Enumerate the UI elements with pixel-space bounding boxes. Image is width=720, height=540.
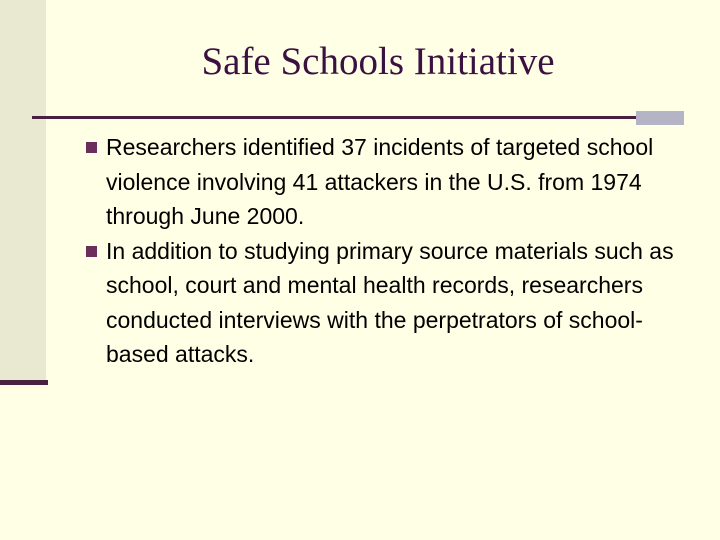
title-divider-line	[32, 116, 636, 119]
bullet-item	[86, 234, 696, 372]
bullet-item	[86, 130, 696, 234]
square-bullet-icon	[86, 246, 97, 257]
left-decorative-band	[0, 0, 46, 382]
bullet-text: In addition to studying primary source materials such as school, court and mental health records, researchers conducted interviews with the perpetrators of school-based attacks.	[106, 237, 674, 367]
slide-title: Safe Schools Initiative	[201, 40, 555, 83]
title-divider-accent	[636, 111, 684, 125]
left-accent-bar	[0, 380, 48, 385]
square-bullet-icon	[86, 142, 97, 153]
bullet-list	[86, 130, 696, 372]
bullet-text: Researchers identified 37 incidents of targeted school violence involving 41 attackers in the U.S. from 1974 through June 2000.	[106, 134, 654, 229]
